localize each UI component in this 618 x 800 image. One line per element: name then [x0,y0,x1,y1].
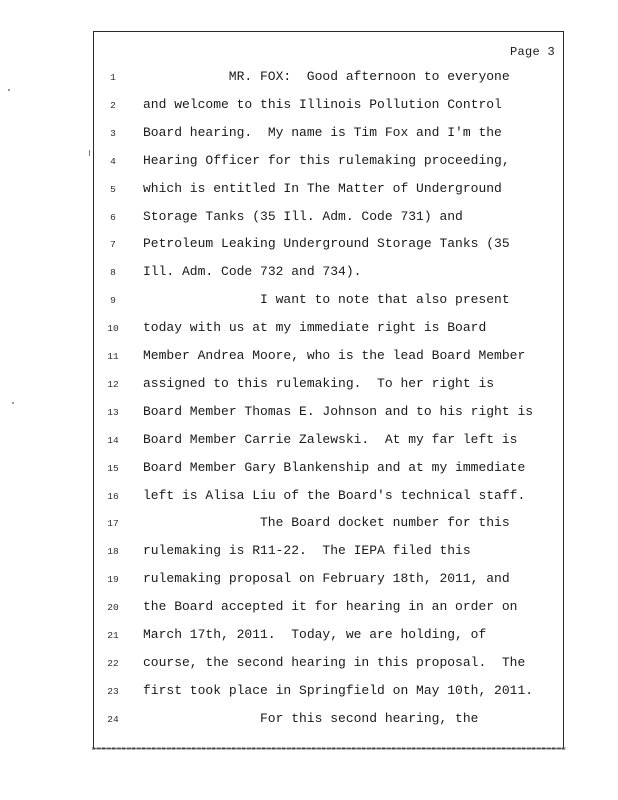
line-number: 13 [107,406,119,418]
transcript-line [94,236,563,256]
scan-speck [12,402,14,404]
transcript-page [93,31,564,749]
line-number: 3 [110,127,116,139]
line-number: 16 [107,490,119,502]
line-text: the Board accepted it for hearing in an order on [143,599,518,615]
line-text: rulemaking is R11-22. The IEPA filed this [143,543,471,559]
line-text: which is entitled In The Matter of Underground [143,180,502,196]
transcript-line [94,460,563,480]
transcript-line [94,711,563,731]
line-number: 2 [110,99,116,111]
transcript-line [94,153,563,173]
line-text: March 17th, 2011. Today, we are holding, of [143,627,487,642]
line-text: Hearing Officer for this rulemaking proceeding, [143,152,510,168]
line-text: For this second hearing, the [260,710,479,726]
line-number: 9 [110,295,116,307]
line-text: first took place in Springfield on May 10th, 2011. [143,682,534,698]
line-text: Board Member Carrie Zalewski. At my far left is [143,431,518,447]
transcript-line [94,320,563,340]
transcript-line [94,97,563,117]
transcript-line [94,627,563,647]
line-number: 22 [107,657,119,669]
line-text: today with us at my immediate right is Board [143,320,487,336]
line-number: 5 [110,183,116,195]
page-number: Page 3 [509,45,555,59]
line-number: 23 [107,685,119,697]
transcript-line [94,404,563,424]
transcript-line [94,488,563,508]
line-text: Storage Tanks (35 Ill. Adm. Code 731) and [143,208,463,224]
line-text: and welcome to this Illinois Pollution Control [143,96,502,112]
line-number: 21 [107,630,119,641]
line-text: Member Andrea Moore, who is the lead Board Member [143,348,526,363]
line-number: 11 [107,351,119,362]
line-text: Board Member Gary Blankenship and at my immediate [143,459,526,475]
transcript-line [94,655,563,675]
line-text: Petroleum Leaking Underground Storage Tanks (35 [143,236,510,252]
line-text: Ill. Adm. Code 732 and 734). [143,264,362,280]
line-number: 19 [107,574,119,586]
transcript-line [94,543,563,563]
transcript-line [94,348,563,368]
line-number: 18 [107,546,119,558]
transcript-line [94,515,563,535]
line-text: Board Member Thomas E. Johnson and to his right is [143,403,534,419]
line-text: I want to note that also present [260,292,510,308]
line-number: 12 [107,378,119,390]
line-number: 4 [110,155,116,167]
transcript-line [94,292,563,312]
line-number: 6 [110,211,116,223]
line-text: MR. FOX: Good afternoon to everyone [228,69,510,84]
transcript-line [94,376,563,396]
line-number: 10 [107,323,119,335]
line-text: rulemaking proposal on February 18th, 2011, and [143,571,510,587]
transcript-line [94,181,563,201]
transcript-line [94,432,563,452]
scan-speck [8,89,10,91]
line-text: assigned to this rulemaking. To her right is [143,375,495,391]
transcript-line [94,264,563,284]
transcript-line [94,599,563,619]
line-text: course, the second hearing in this proposal. The [143,654,526,670]
line-text: left is Alisa Liu of the Board's technical staff. [143,487,526,503]
line-number: 14 [107,434,119,446]
line-number: 15 [107,462,119,474]
transcript-line [94,69,563,89]
line-text: Board hearing. My name is Tim Fox and I'm the [143,124,502,140]
page-bottom-edge [92,747,566,750]
line-number: 7 [110,239,116,251]
line-text: The Board docket number for this [260,515,510,531]
transcript-line [94,125,563,145]
line-number: 1 [110,72,116,83]
transcript-line [94,209,563,229]
line-number: 8 [110,267,116,279]
line-number: 20 [107,602,119,614]
transcript-line [94,571,563,591]
scan-speck [89,150,90,156]
line-number: 24 [107,713,119,725]
line-number: 17 [107,518,119,530]
transcript-line [94,683,563,703]
